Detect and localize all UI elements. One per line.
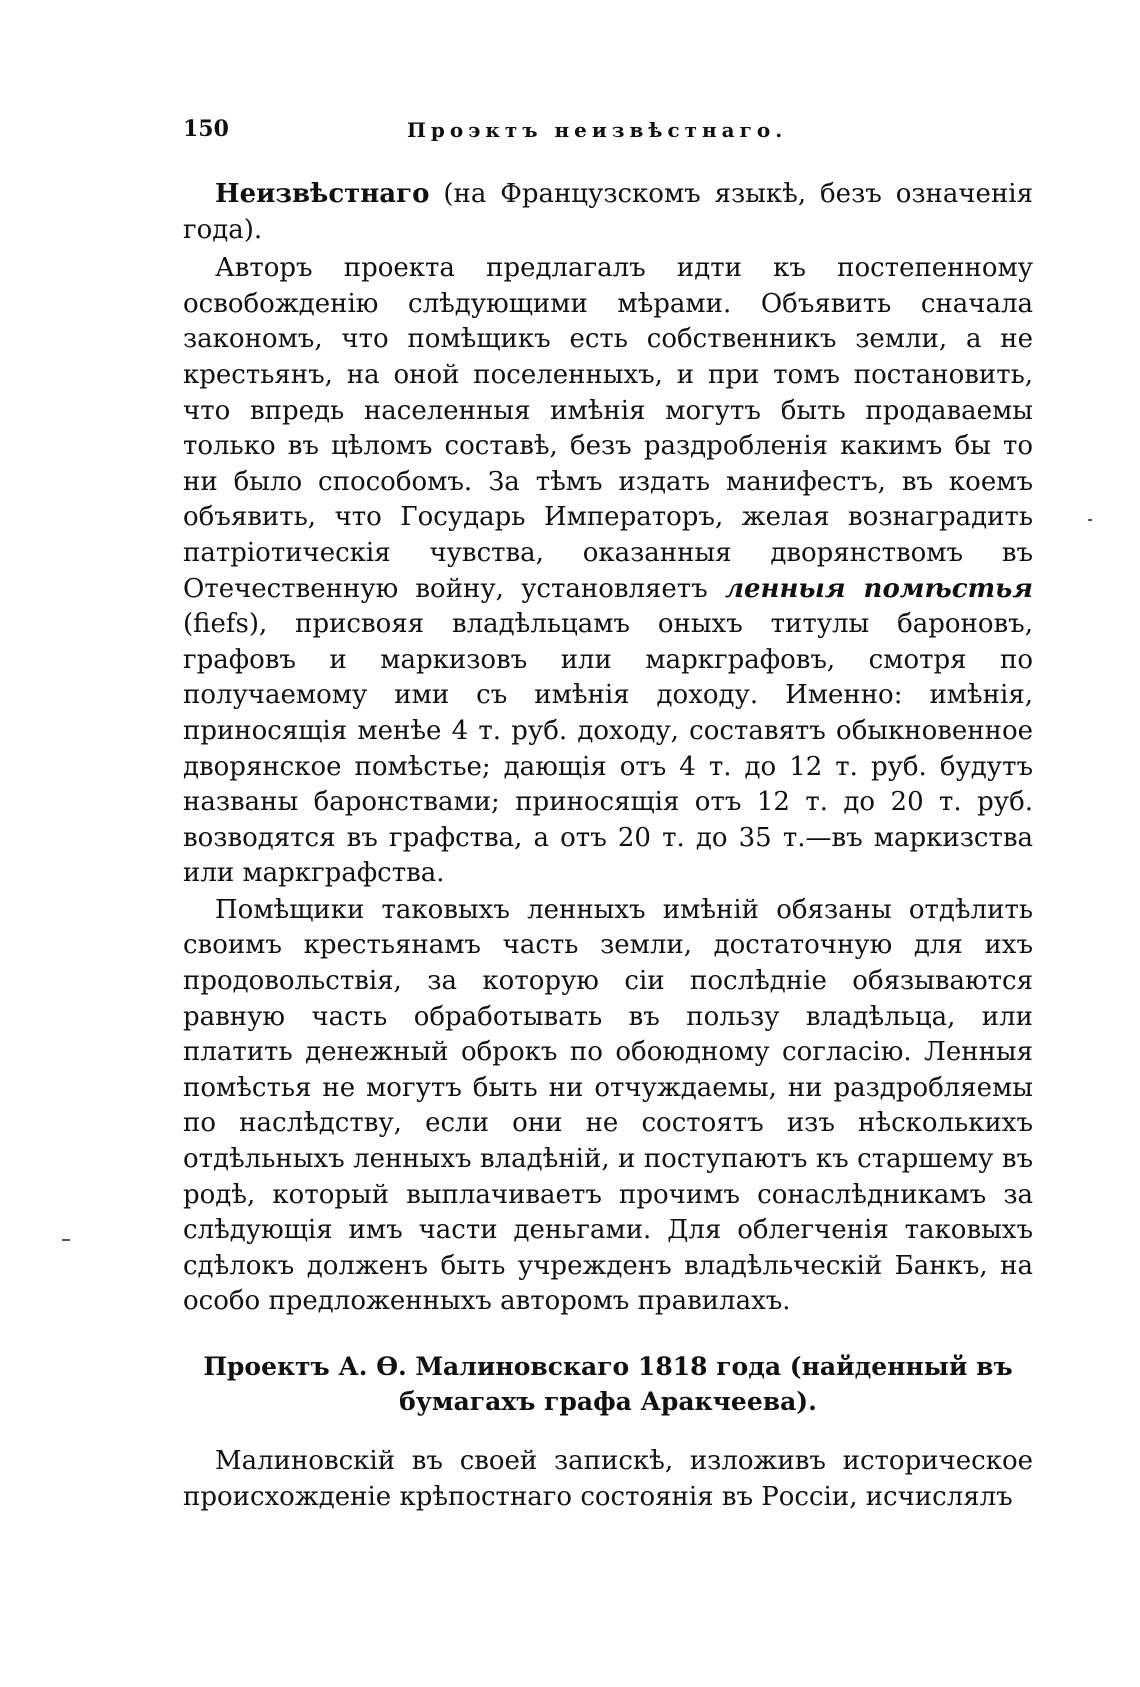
paragraph-text-part1: Авторъ проекта предлагалъ идти къ постепенному освобожденію слѣдующими мѣрами. Объявить сначала закономъ, что помѣщикъ есть собственникъ земли, а не крестьянъ, на оной поселенныхъ, и при томъ постановить, что впредь населенныя имѣнія могутъ быть продаваемы только въ цѣломъ составѣ, безъ раздробленія какимъ бы то ни было спосoбомъ. За тѣмъ издать манифестъ, въ коемъ объявить, что Государь Императоръ, желая вознаградить патріотическія чувства, оказанныя дворянствомъ въ Отечественную войну, установляетъ — [183, 253, 1033, 604]
running-title: Проэктъ неизвѣстнаго. — [407, 118, 788, 142]
section-lead-bold: Неизвѣстнаго — [215, 179, 430, 209]
margin-mark — [62, 1239, 70, 1241]
body-text — [183, 177, 1033, 1515]
paragraph-landowners: Помѣщики таковыхъ ленныхъ имѣній обязаны отдѣлить своимъ крестьянамъ часть земли, достаточную для ихъ продовольствія, за которую сіи послѣдніе обязываются равную часть обработывать въ пользу владѣльца, или платить денежный оброкъ по обоюдному согласію. Ленныя помѣстья не могутъ быть ни отчуждаемы, ни раздробляемы по наслѣдству, если они не состоятъ изъ нѣсколькихъ отдѣльныхъ ленныхъ владѣній, и поступаютъ къ старшему въ родѣ, который выплачиваетъ прочимъ сонаслѣдникамъ за слѣдующія имъ части деньгами. Для облегченія таковыхъ сдѣлокъ долженъ быть учрежденъ владѣльческій Банкъ, на особо предложенныхъ авторомъ правилахъ. — [183, 894, 1033, 1317]
section-lead-rest: (на Французскомъ языкѣ, безъ означенія года). — [183, 179, 1033, 245]
section-heading-unknown — [183, 177, 1033, 248]
page-number: 150 — [183, 116, 229, 142]
paragraph-malinovsky: Малиновскій въ своей запискѣ, изложивъ историческое происхожденіе крѣпостнаго состоянія въ Россіи, исчислялъ — [183, 1446, 1033, 1512]
margin-mark — [1088, 519, 1092, 521]
paragraph-text-part2: (fiefs), присвояя владѣльцамъ оныхъ титулы бароновъ, графовъ и маркизовъ или маркграфовъ, смотря по получаемому ими съ имѣнія доходу. Именно: имѣнія, приносящія менѣе 4 т. руб. доходу, составятъ обыкновенное дворянское помѣстье; дающія отъ 4 т. до 12 т. руб. будутъ названы баронствами; приносящія отъ 12 т. до 20 т. руб. возводятся въ графства, а отъ 20 т. до 35 т.—въ маркизства или маркграфства. — [183, 609, 1033, 889]
section-heading-malinovsky: Проектъ А. Ѳ. Малиновскаго 1818 года (найденный въ бумагахъ графа Аракчеева). — [203, 1352, 1013, 1416]
italic-term: ленныя помѣстья — [724, 573, 1033, 604]
paragraph-author-proposal — [183, 251, 1033, 892]
